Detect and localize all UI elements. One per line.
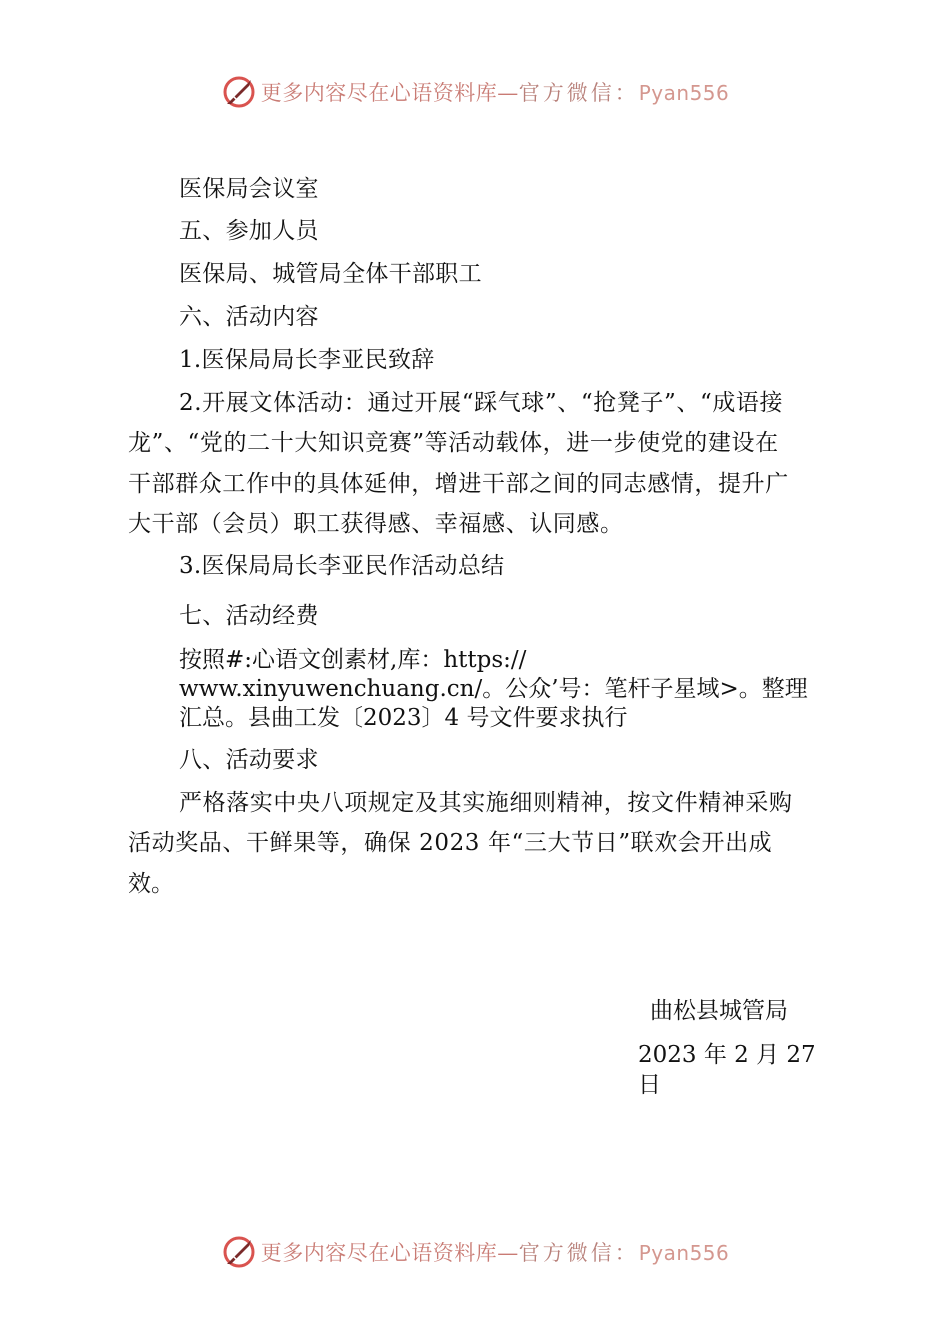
body-line-item-3: 3.医保局局长李亚民作活动总结 [179, 553, 505, 579]
heading-content: 六、活动内容 [179, 304, 319, 330]
watermark-official: 官方微信： [518, 1241, 639, 1265]
paragraph-item-2-line-2: 龙”、“党的二十大知识竞赛”等活动载体，进一步使党的建设在 [128, 430, 779, 456]
watermark-text [261, 77, 730, 107]
heading-requirements: 八、活动要求 [179, 747, 319, 773]
heading-funding: 七、活动经费 [179, 603, 319, 629]
watermark-text [261, 1237, 730, 1267]
watermark-wechat: Pyan556 [638, 1241, 730, 1265]
pen-logo-icon [221, 74, 257, 110]
paragraph-requirements-line-1: 严格落实中央八项规定及其实施细则精神，按文件精神采购 [179, 790, 793, 816]
body-line-item-1: 1.医保局局长李亚民致辞 [179, 347, 435, 373]
signature-date-line-1: 2023 年 2 月 27 [638, 1042, 816, 1068]
heading-participants: 五、参加人员 [179, 218, 319, 244]
paragraph-item-2-line-3: 干部群众工作中的具体延伸，增进干部之间的同志感情，提升广 [128, 471, 789, 497]
signature-org: 曲松县城管局 [650, 998, 788, 1024]
paragraph-requirements-line-3: 效。 [128, 871, 174, 897]
paragraph-funding-line-2: www.xinyuwenchuang.cn/。公众’号：笔杆子星域>。整理 [179, 676, 808, 702]
watermark-dash: — [497, 1241, 519, 1265]
watermark-banner-bottom [0, 1232, 950, 1272]
watermark-dash: — [497, 81, 519, 105]
watermark-banner-top [0, 72, 950, 112]
signature-date-line-2: 日 [638, 1072, 661, 1098]
body-line-venue: 医保局会议室 [179, 176, 319, 202]
paragraph-requirements-line-2: 活动奖品、干鲜果等，确保 2023 年“三大节日”联欢会开出成 [128, 830, 773, 856]
paragraph-funding-line-1: 按照#:心语文创素材,库：https:// [179, 647, 527, 673]
paragraph-item-2-line-1: 2.开展文体活动：通过开展“踩气球”、“抢凳子”、“成语接 [179, 390, 784, 416]
body-line-participants: 医保局、城管局全体干部职工 [179, 261, 482, 287]
paragraph-item-2-line-4: 大干部（会员）职工获得感、幸福感、认同感。 [128, 511, 624, 537]
watermark-wechat: Pyan556 [638, 81, 730, 105]
watermark-official: 官方微信： [518, 81, 639, 105]
paragraph-funding-line-3: 汇总。县曲工发〔2023〕4 号文件要求执行 [179, 705, 628, 731]
watermark-main: 更多内容尽在心语资料库 [260, 81, 498, 105]
pen-logo-icon [221, 1234, 257, 1270]
watermark-main: 更多内容尽在心语资料库 [260, 1241, 498, 1265]
